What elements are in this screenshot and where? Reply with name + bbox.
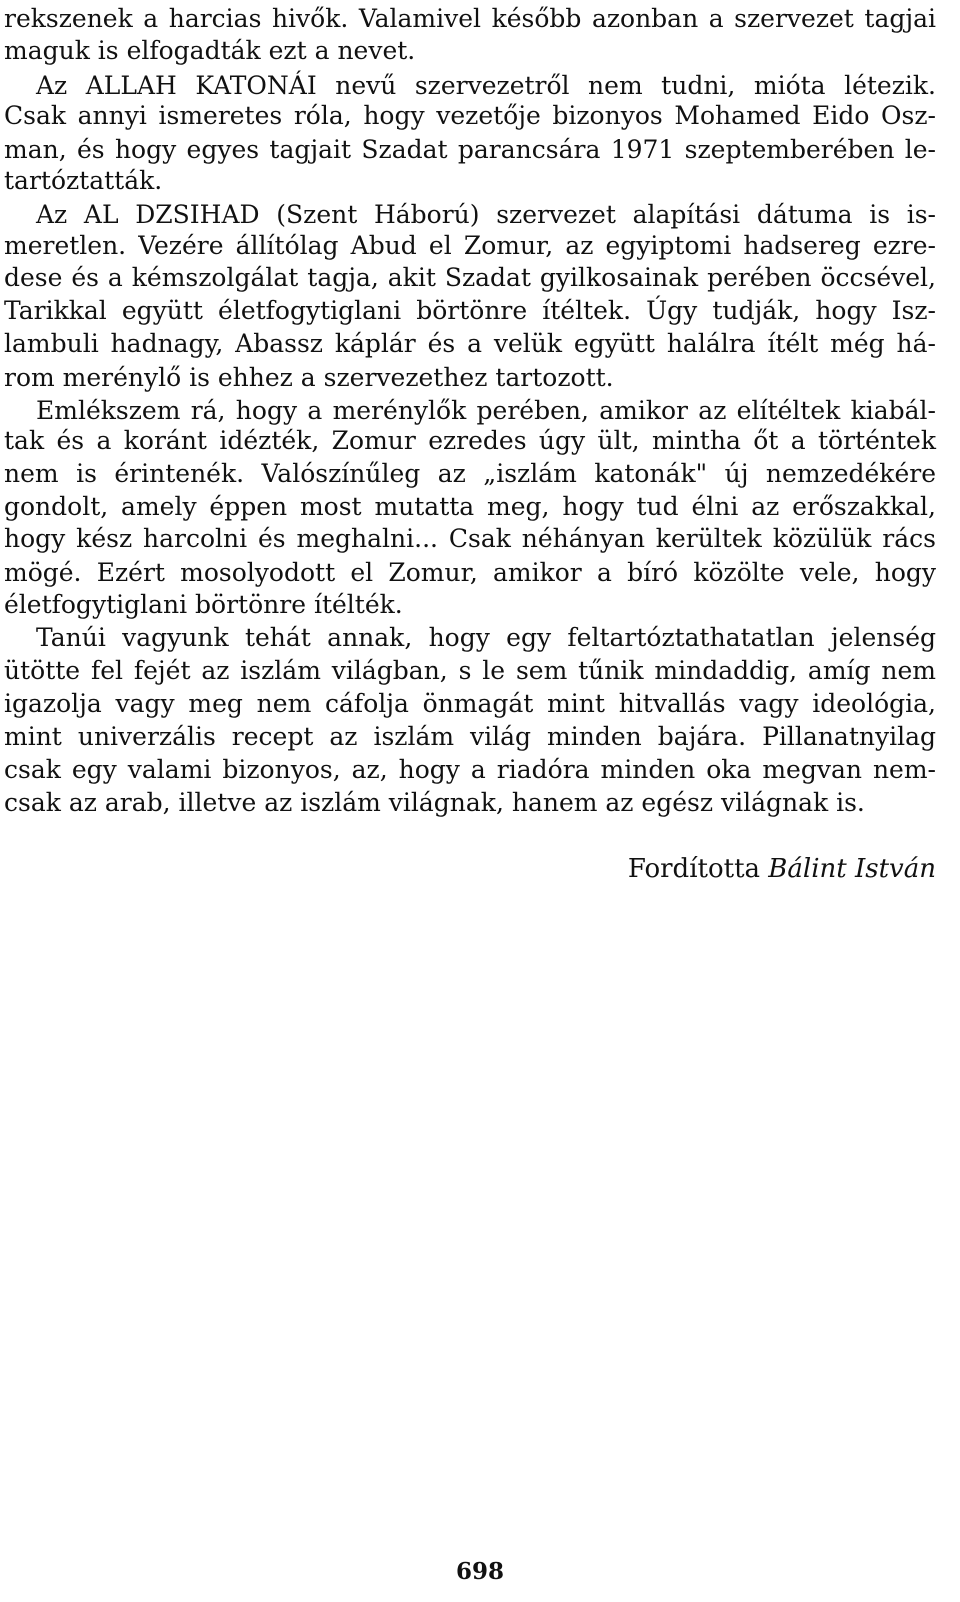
text-line: Emlékszem rá, hogy a merénylők perében, amikor az elítéltek kiabál-: [36, 396, 936, 425]
text-line: mögé. Ezért mosolyodott el Zomur, amikor a bíró közölte vele, hogy: [4, 558, 936, 587]
translator-name: Bálint István: [768, 854, 936, 884]
translator-credit: [628, 853, 936, 885]
translator-prefix: Fordította: [627, 854, 769, 884]
text-line: Az ALLAH KATONÁI nevű szervezetről nem tudni, mióta létezik.: [36, 71, 936, 100]
text-line: dese és a kémszolgálat tagja, akit Szadat gyilkosainak perében öccsével,: [4, 263, 936, 292]
text-line: meretlen. Vezére állítólag Abud el Zomur, az egyiptomi hadsereg ezre-: [4, 231, 936, 260]
text-line: gondolt, amely éppen most mutatta meg, hogy tud élni az erőszakkal,: [4, 492, 936, 521]
text-line: Tarikkal együtt életfogytiglani börtönre ítéltek. Úgy tudják, hogy Isz-: [4, 296, 936, 325]
text-line: csak egy valami bizonyos, az, hogy a riadóra minden oka megvan nem-: [4, 755, 936, 784]
text-line: csak az arab, illetve az iszlám világnak, hanem az egész világnak is.: [4, 788, 865, 817]
text-line: Tanúi vagyunk tehát annak, hogy egy feltartóztathatatlan jelenség: [36, 623, 936, 652]
text-line: életfogytiglani börtönre ítélték.: [4, 590, 403, 619]
text-line: rekszenek a harcias hivők. Valamivel később azonban a szervezet tagjai: [4, 4, 936, 33]
page-number: 698: [455, 1558, 504, 1585]
text-line: tak és a koránt idézték, Zomur ezredes úgy ült, mintha őt a történtek: [4, 426, 936, 455]
text-line: Az AL DZSIHAD (Szent Háború) szervezet alapítási dátuma is is-: [36, 200, 936, 229]
text-line: man, és hogy egyes tagjait Szadat parancsára 1971 szeptemberében le-: [4, 135, 936, 164]
text-line: maguk is elfogadták ezt a nevet.: [4, 36, 416, 65]
text-line: hogy kész harcolni és meghalni... Csak néhányan kerültek közülük rács: [4, 524, 936, 553]
text-line: Csak annyi ismeretes róla, hogy vezetője bizonyos Mohamed Eido Osz-: [4, 101, 936, 130]
text-line: rom merénylő is ehhez a szervezethez tartozott.: [4, 363, 614, 392]
text-line: igazolja vagy meg nem cáfolja önmagát mint hitvallás vagy ideológia,: [4, 689, 936, 718]
text-line: nem is érintenék. Valószínűleg az „iszlám katonák" új nemzedékére: [4, 459, 936, 488]
text-line: mint univerzális recept az iszlám világ minden bajára. Pillanatnyilag: [4, 722, 936, 751]
text-line: tartóztatták.: [4, 166, 163, 195]
text-line: ütötte fel fejét az iszlám világban, s le sem tűnik mindaddig, amíg nem: [4, 656, 936, 685]
text-line: lambuli hadnagy, Abassz káplár és a velük együtt halálra ítélt még há-: [4, 329, 936, 358]
